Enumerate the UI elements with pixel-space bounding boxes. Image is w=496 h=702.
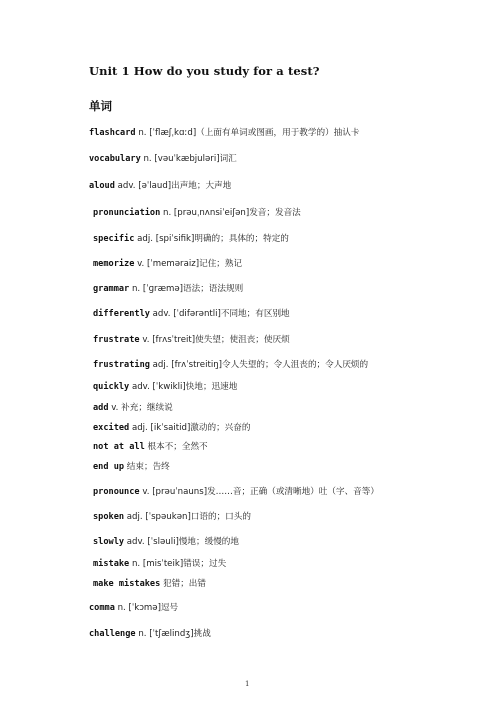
vocab-entry <box>93 441 208 453</box>
vocab-definition: n. [ˈflæʃˌkɑːd]（上面有单词或图画，用于教学的）抽认卡 <box>138 128 360 138</box>
section-heading: 单词 <box>89 99 112 113</box>
vocab-definition: v. [prəuˈnauns]发……音；正确（或清晰地）吐（字、音等） <box>142 487 379 497</box>
vocab-entry <box>89 127 359 139</box>
vocab-definition: n. [misˈteik]错误；过失 <box>131 559 227 569</box>
vocab-word: vocabulary <box>89 154 141 164</box>
vocab-word: make mistakes <box>93 579 161 589</box>
vocab-entry <box>89 153 237 165</box>
vocab-definition: adv. [ˈdifərəntli]不同地；有区别地 <box>152 309 290 319</box>
vocab-definition: n. [ˈɡræmə]语法；语法规则 <box>131 284 244 294</box>
vocab-word: comma <box>89 603 115 613</box>
vocab-word: challenge <box>89 629 136 639</box>
vocab-word: specific <box>93 234 135 244</box>
vocab-word: mistake <box>93 559 130 569</box>
vocab-word: add <box>93 403 109 413</box>
vocab-word: pronounce <box>93 487 140 497</box>
vocab-definition: adv. [ˈkwikli]快地；迅速地 <box>131 382 238 392</box>
vocab-definition: adj. [frʌˈstreitiŋ]令人失望的；令人沮丧的；令人厌烦的 <box>152 360 369 370</box>
vocab-entry <box>93 511 251 523</box>
vocab-word: grammar <box>93 284 130 294</box>
vocab-definition: 结束；告终 <box>126 462 170 472</box>
page-title: Unit 1 How do you study for a test? <box>89 64 320 78</box>
vocab-definition: adv. [əˈlaud]出声地；大声地 <box>117 181 232 191</box>
vocab-entry <box>93 308 290 320</box>
vocab-word: spoken <box>93 512 125 522</box>
vocab-word: end up <box>93 462 125 472</box>
vocab-word: not at all <box>93 442 145 452</box>
vocab-word: excited <box>93 423 130 433</box>
vocab-definition: adj. [ˈspəukən]口语的；口头的 <box>126 512 251 522</box>
vocab-word: differently <box>93 309 150 319</box>
vocab-word: pronunciation <box>93 208 161 218</box>
vocab-word: memorize <box>93 259 135 269</box>
vocab-entry <box>93 578 206 590</box>
vocab-definition: v. [frʌsˈtreit]使失望；使沮丧；使厌烦 <box>142 335 290 345</box>
vocab-entry <box>89 602 178 614</box>
vocab-word: slowly <box>93 537 125 547</box>
page-number: 1 <box>245 680 250 688</box>
vocab-definition: adj. [spiˈsifik]明确的；具体的；特定的 <box>137 234 289 244</box>
vocab-definition: adj. [ikˈsaitid]激动的；兴奋的 <box>131 423 251 433</box>
vocab-entry <box>93 461 170 473</box>
vocab-entry <box>93 381 237 393</box>
vocab-entry <box>93 283 243 295</box>
vocab-entry <box>93 486 379 498</box>
vocab-definition: n. [ˈkɔmə]逗号 <box>117 603 179 613</box>
vocab-entry <box>93 207 301 219</box>
vocab-word: frustrating <box>93 360 150 370</box>
vocab-entry <box>93 402 173 414</box>
vocab-definition: n. [vəuˈkæbjuləri]词汇 <box>143 154 237 164</box>
vocab-definition: v. [ˈmeməraiz]记住；熟记 <box>137 259 243 269</box>
vocab-definition: n. [prəuˌnʌnsiˈeiʃən]发音；发音法 <box>163 208 301 218</box>
vocab-entry <box>93 334 290 346</box>
vocab-entry <box>89 180 231 192</box>
vocab-word: frustrate <box>93 335 140 345</box>
vocab-definition: 根本不；全然不 <box>147 442 208 452</box>
vocab-entry <box>93 558 226 570</box>
vocab-definition: adv. [ˈsləuli]慢地；缓慢的地 <box>126 537 239 547</box>
vocab-entry <box>93 258 242 270</box>
vocab-definition: n. [ˈtʃælindʒ]挑战 <box>138 629 211 639</box>
vocab-definition: v. 补充；继续说 <box>111 403 173 413</box>
vocab-definition: 犯错；出错 <box>163 579 206 589</box>
vocab-entry <box>93 359 368 371</box>
vocab-entry <box>89 628 211 640</box>
vocab-entry <box>93 536 239 548</box>
vocab-word: quickly <box>93 382 130 392</box>
vocab-entry <box>93 233 289 245</box>
vocab-word: aloud <box>89 181 115 191</box>
vocab-word: flashcard <box>89 128 136 138</box>
vocab-entry <box>93 422 250 434</box>
